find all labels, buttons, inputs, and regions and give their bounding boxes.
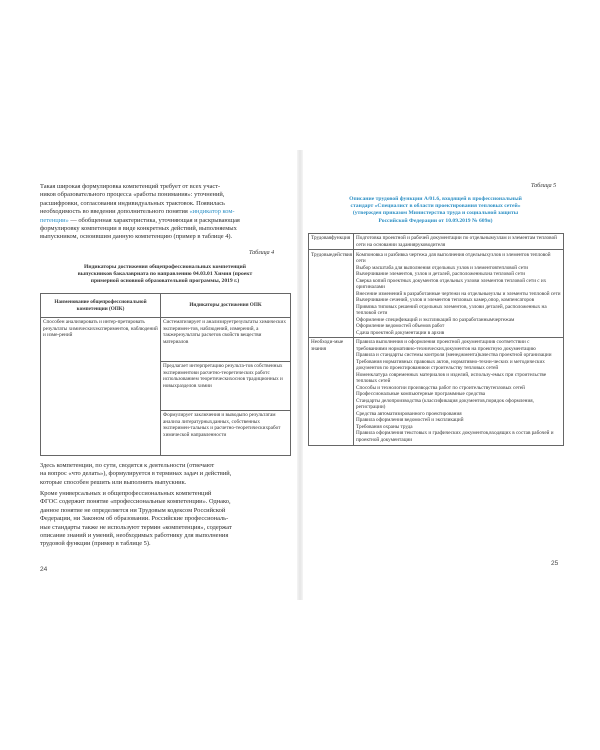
table-row <box>41 318 291 362</box>
paragraph-line: петенции» — обобщенная характеристика, уточняющая и раскрывающая <box>40 216 240 224</box>
cell-line: Внесение изменений в разработанные чертежи на отдельные <box>356 290 491 297</box>
list-item <box>356 339 561 352</box>
paragraph-line: формулировку компетенции в виде конкретных действий, выполняемых <box>40 225 237 233</box>
table5-caption: Таблица 5 <box>531 183 557 189</box>
cell-line: Правила оформления ведомостей и экспликаций <box>356 417 464 424</box>
cell-line: тепловой сети <box>496 264 529 271</box>
list-item <box>356 235 561 248</box>
cell-line: и расчетно-теоретических работ <box>195 369 268 376</box>
list-item <box>356 278 561 291</box>
table-row <box>309 250 564 338</box>
table5-row-label <box>309 234 354 250</box>
cell-line: Способен анализировать и интер- <box>43 319 118 326</box>
cell-line: узлов и элементов тепловой сети <box>356 251 551 265</box>
cell-line: порядок оформления, регистрации) <box>356 397 534 411</box>
list-item <box>356 372 561 385</box>
cell-line: с использованием теоретических <box>163 369 270 383</box>
cell-line: опор, компенсаторов <box>488 297 535 304</box>
table5-row-content <box>354 234 564 250</box>
paragraph-line: Такая широкая формулировка компетенций требует от всех участ- <box>40 183 221 190</box>
table4 <box>40 293 291 456</box>
cell-line: ческих и методических документов по проектированию <box>356 358 545 372</box>
cell-line: узлы и элементы тепловой сети <box>490 290 561 297</box>
title-line: Российской Федерации от 10.09.2019 № 609н) <box>378 217 493 224</box>
cell-line: результаты расчетов свойств веществ <box>175 332 259 339</box>
title-line: выпускников бакалавриата по направлению 04.03.01 Химия (проект <box>77 271 253 278</box>
intro-paragraph <box>40 183 290 242</box>
table4-header-competence: Наименование общепрофессиональной компетенции (ОПК) <box>41 294 161 318</box>
table4-indicator-cell <box>161 318 291 362</box>
cell-line: рений <box>59 332 73 339</box>
paragraph-line: которые способен решить или выполнить выпускник. <box>40 478 187 486</box>
paragraph-line: расшифровки, согласования индивидуальных трактовок. Появилась <box>40 199 225 207</box>
cell-line: Компоновка и разбивка чертежа для выполнения отдельных <box>356 251 489 258</box>
table4-header-indicators: Индикаторы достижения ОПК <box>161 294 291 318</box>
paragraph-line: описание знаний и умений, необходимых работнику для выполнения <box>40 532 229 540</box>
cell-line: Необходи- <box>311 339 335 346</box>
highlighted-term: петенции» <box>40 216 69 224</box>
table4-title <box>40 264 290 286</box>
after-table-paragraph <box>40 462 290 487</box>
title-line: Описание трудовой функции А/01.6, входящей в профессиональный <box>349 196 522 202</box>
cell-line: Средства автоматизированного проектирования <box>356 410 462 417</box>
cell-line: Профессиональные компьютерные программные средства <box>356 391 486 398</box>
table4-indicator-cell <box>161 362 291 411</box>
cell-line: Систематизирует и анализирует <box>163 319 234 326</box>
cell-line: входящих в состав рабочей и проектной документации <box>356 430 554 443</box>
cell-line: на тепловой сети <box>487 271 525 278</box>
cell-line: Оформление ведомостей объемов работ <box>356 323 445 330</box>
cell-line: основ традиционных и новых <box>163 376 283 389</box>
cell-line: экспериментов, наблюдений и изме- <box>43 325 158 339</box>
table-row <box>309 234 564 250</box>
cell-line: Сверка копий проектных документов отдельных узлов <box>356 277 477 284</box>
cell-line: и деталей, расположенных на тепловой сети <box>356 303 547 317</box>
cell-line: качества проектной организации <box>479 352 552 359</box>
paragraph-line: трудовой функции (пример в таблице 5). <box>40 540 151 548</box>
left-page <box>0 0 297 750</box>
title-line: (утвержден приказом Министерства труда и социальной защиты <box>352 210 519 217</box>
cell-line: данных, собственных эксперимен- <box>163 418 261 432</box>
paragraph-line: выпускником, освоившим данную компетенцию (пример в таблице 4). <box>40 233 233 241</box>
cell-line: документов на проектную документацию <box>444 345 536 352</box>
table-row <box>309 338 564 445</box>
cell-line: Стандарты делопроизводства (классификация документов, <box>356 397 487 404</box>
cell-line: чертежам <box>493 316 515 323</box>
table5-row-label <box>309 338 354 445</box>
cell-line: Трудовые <box>311 251 333 258</box>
paragraph-line: ников образовательного процесса «работы понимания»: уточнений, <box>40 191 225 199</box>
table4-caption: Таблица 4 <box>249 250 275 256</box>
cell-line: и строительству тепловых сетей <box>426 365 499 372</box>
cell-line: тальных и расчетно-теоретических <box>190 425 269 432</box>
title-line: примерной основной образовательной программы, 2019 г.) <box>90 278 240 285</box>
paragraph-line: ные стандарты также не используют термин «компетенция», содержат <box>40 523 232 531</box>
paragraph-line: Здесь компетенции, по сути, сводятся к деятельности (отвечают <box>40 462 215 469</box>
cell-line: Трудовая <box>311 235 332 242</box>
cell-line: функция <box>331 235 351 242</box>
list-item <box>356 304 561 317</box>
cell-line: Сдача проектной документации в архив <box>356 329 445 336</box>
cell-line: Оформление спецификаций и экспликаций по разработанным <box>356 316 494 323</box>
cell-line: мые знания <box>311 339 344 352</box>
cell-line: в соответствии с требованиями нормативно-технических <box>356 339 530 352</box>
cell-line: емых при строительстве тепловых сетей <box>356 371 547 385</box>
cell-line: работ химической направленности <box>163 425 281 438</box>
cell-line: разделов химии <box>176 382 212 389</box>
cell-line: узлам и элементам тепловой сети на основании задания <box>356 235 557 248</box>
table5-row-content <box>354 338 564 445</box>
list-item <box>356 398 561 411</box>
table5-row-content <box>354 250 564 338</box>
right-page <box>303 0 600 750</box>
list-item <box>356 252 561 265</box>
cell-line: Требования нормативных правовых актов, нормативно-техни- <box>356 358 494 365</box>
page-number-left: 24 <box>40 566 48 573</box>
cell-line: и элементов тепловой сети с их оригиналами <box>356 277 547 291</box>
list-item <box>356 359 561 372</box>
cell-line: Подготовка проектной и рабочей документации по отдельным <box>356 235 494 242</box>
cell-line: действия <box>332 251 353 258</box>
paragraph-line: на вопрос «что делать»), формулируется в терминах задач и действий, <box>40 470 232 478</box>
table5 <box>308 233 564 446</box>
table5-title <box>308 196 563 225</box>
cell-line: Вычерчивание элементов, узлов и деталей, расположенных <box>356 271 488 278</box>
title-line: Индикаторы достижения общепрофессиональных компетенций <box>84 264 246 270</box>
cell-line: Привязка типовых решений отдельных элементов, узлов <box>356 303 482 310</box>
paragraph-line: Федерации, ни Законом об образовании. Российские профессиональ- <box>40 515 229 523</box>
cell-line: Номенклатура современных материалов и изделий, использу- <box>356 371 493 378</box>
cell-line: руководителя <box>415 241 446 248</box>
cell-line: Выбор масштаба для выполнения отдельных узлов и элементов <box>356 264 497 271</box>
cell-line: Вычерчивание сечений, узлов и элементов тепловых камер, <box>356 297 489 304</box>
cell-line: претировать результаты химических <box>43 319 145 332</box>
paragraph-line: Кроме универсальных и общепрофессиональных компетенций <box>40 490 212 497</box>
paragraph-line: необходимость во введении дополнительного понятия «индикатор ком- <box>40 208 235 216</box>
cell-line: и материалов <box>163 332 262 345</box>
page-number-right: 25 <box>551 560 559 567</box>
cell-line: по результатам анализа литературных <box>163 412 276 425</box>
table4-competence-cell <box>41 318 161 456</box>
highlighted-term: «индикатор ком- <box>189 208 235 216</box>
cell-line: Способы и технологии производства работ по строительству <box>356 384 491 391</box>
cell-line: результаты химических эксперимен- <box>163 319 286 332</box>
list-item <box>356 330 561 337</box>
paragraph-line: данное понятие не определяется ни Трудовым кодексом Российской <box>40 506 226 514</box>
table5-row-label <box>309 250 354 338</box>
list-item <box>356 430 561 443</box>
cell-line: Правила и стандарты системы контроля (менеджмента) <box>356 352 479 359</box>
cell-line: Правила оформления текстовых и графических документов, <box>356 430 490 437</box>
table4-header-row <box>41 294 291 318</box>
cell-line: Предлагает интерпретацию результа- <box>163 363 246 370</box>
cell-line: Правила выполнения и оформления проектной документации <box>356 339 493 346</box>
table4-indicator-cell <box>161 411 291 456</box>
cell-line: Требования охраны труда <box>356 423 413 430</box>
paragraph-line: ФГОС содержит понятие «профессиональные компетенции». Однако, <box>40 498 231 506</box>
closing-paragraph <box>40 490 290 549</box>
cell-line: тов собственных экспериментов <box>163 363 283 376</box>
cell-line: тов, наблюдений, измерений, а также <box>163 325 259 339</box>
title-line: стандарт «Специалист в области проектирования тепловых сетей» <box>350 203 521 210</box>
cell-line: тепловых сетей <box>490 384 525 391</box>
cell-line: Формулирует заключения и выводы <box>163 412 243 419</box>
